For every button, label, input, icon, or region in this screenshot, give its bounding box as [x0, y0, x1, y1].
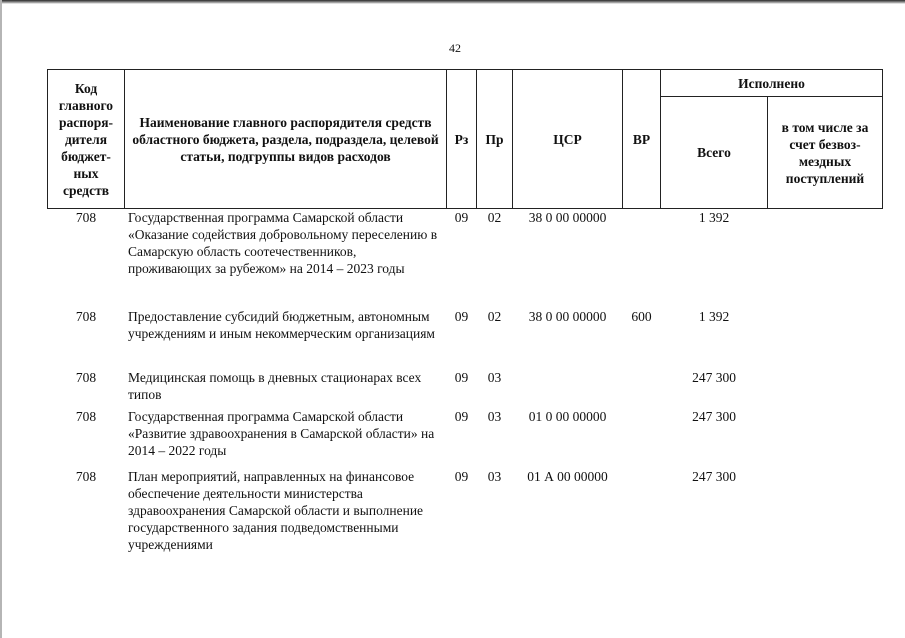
- row-vr: [623, 209, 661, 308]
- row-csr: [513, 369, 623, 408]
- header-pr: Пр: [477, 70, 513, 209]
- header-code: Код главного распоря-дителя бюджет-ных средств: [48, 70, 125, 209]
- table-body: [48, 209, 883, 558]
- row-total: 1 392: [698, 308, 730, 324]
- row-total: 247 300: [692, 468, 736, 484]
- row-gratuitous: [768, 408, 883, 468]
- header-executed: Исполнено: [661, 70, 883, 97]
- row-total: 1 392: [698, 210, 730, 225]
- row-code: 708: [75, 308, 97, 324]
- row-gratuitous: [768, 369, 883, 408]
- row-vr: 600: [631, 308, 652, 324]
- header-rz: Рз: [447, 70, 477, 209]
- row-pr: 02: [487, 308, 502, 324]
- row-name: Государственная программа Самарской области «Оказание содействия добровольному переселению в Самарскую область соотечественников, проживающих за рубежом» на 2014 – 2023 годы: [128, 210, 438, 276]
- row-pr: 03: [487, 369, 502, 385]
- row-name: Предоставление субсидий бюджетным, автономным учреждениям и иным некоммерческим организациям: [128, 308, 435, 341]
- row-rz: 09: [454, 369, 469, 385]
- row-vr: [623, 408, 661, 468]
- row-code: 708: [75, 468, 97, 484]
- row-csr: 38 0 00 00000: [528, 210, 607, 225]
- header-gratuitous: в том числе за счет безвоз-мездных поступлений: [768, 97, 883, 209]
- row-rz: 09: [454, 408, 469, 424]
- table-row: [48, 408, 883, 468]
- row-name: План мероприятий, направленных на финансовое обеспечение деятельности министерства здравоохранения Самарской области и выполнение государственного задания подведомственными учреждениями: [128, 468, 424, 552]
- row-name: Медицинская помощь в дневных стационарах всех типов: [128, 369, 422, 402]
- budget-table: [47, 69, 883, 558]
- table-row: [48, 369, 883, 408]
- row-code: 708: [75, 408, 97, 424]
- row-gratuitous: [768, 468, 883, 558]
- row-rz: 09: [454, 210, 469, 225]
- table-header: [48, 70, 883, 209]
- row-vr: [623, 468, 661, 558]
- page-number: 42: [449, 41, 461, 55]
- header-total: Всего: [661, 97, 768, 209]
- row-total: 247 300: [692, 369, 736, 385]
- header-vr: ВР: [623, 70, 661, 209]
- row-code: 708: [75, 369, 97, 385]
- row-csr: 01 0 00 00000: [528, 408, 607, 424]
- row-total: 247 300: [692, 408, 736, 424]
- row-rz: 09: [454, 308, 469, 324]
- header-name: Наименование главного распорядителя средств областного бюджета, раздела, подраздела, целевой статьи, подгруппы видов расходов: [125, 70, 447, 209]
- row-vr: [623, 369, 661, 408]
- row-csr: 38 0 00 00000: [528, 308, 607, 324]
- row-gratuitous: [768, 308, 883, 369]
- table-row: [48, 308, 883, 369]
- row-rz: 09: [454, 468, 469, 484]
- row-name: Государственная программа Самарской области «Развитие здравоохранения в Самарской области» на 2014 – 2022 годы: [128, 408, 435, 458]
- scan-edge-left: [0, 0, 2, 638]
- row-pr: 03: [487, 468, 502, 484]
- row-pr: 02: [487, 210, 502, 225]
- row-pr: 03: [487, 408, 502, 424]
- table-row: [48, 468, 883, 558]
- row-csr: 01 А 00 00000: [527, 468, 608, 484]
- table-row: [48, 209, 883, 308]
- header-csr: ЦСР: [513, 70, 623, 209]
- row-code: 708: [75, 210, 97, 225]
- scan-edge-top: [0, 0, 905, 4]
- row-gratuitous: [768, 209, 883, 308]
